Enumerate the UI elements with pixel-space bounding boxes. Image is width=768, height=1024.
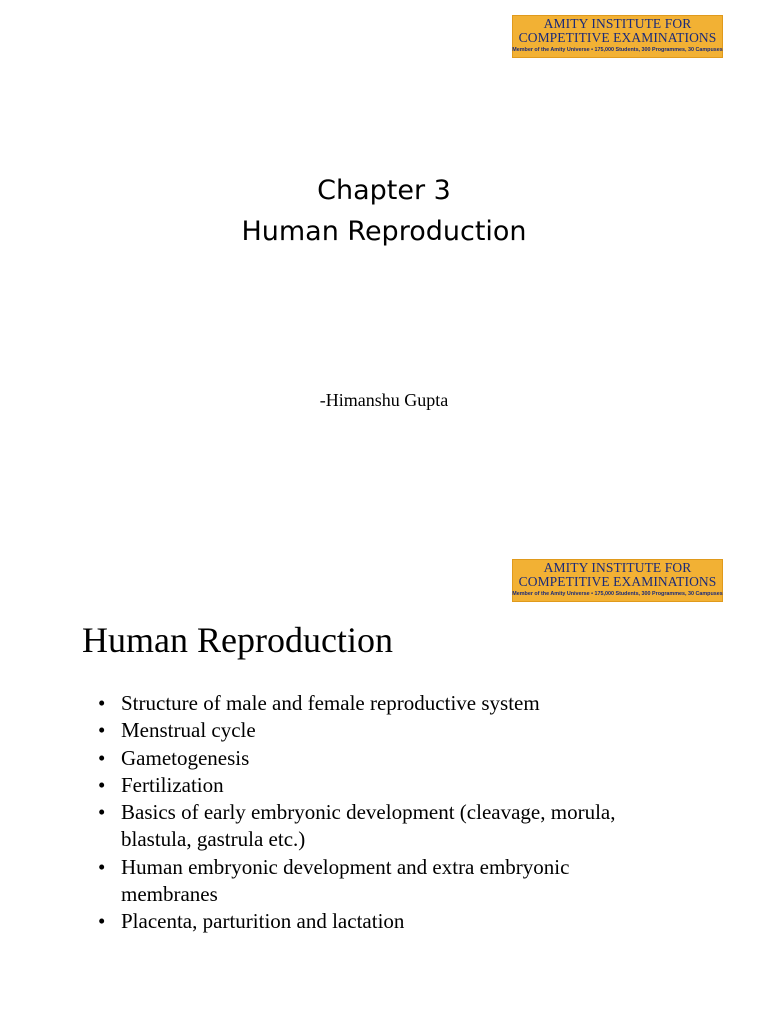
logo-line-2: COMPETITIVE EXAMINATIONS <box>518 30 717 45</box>
logo-line-1: AMITY INSTITUTE FOR <box>543 560 692 575</box>
list-item-text: Structure of male and female reproductive system <box>121 691 540 715</box>
list-item-text: Human embryonic development and extra embryonic membranes <box>121 854 570 907</box>
author-name: -Himanshu Gupta <box>319 390 449 410</box>
bullet-icon: • <box>98 718 106 743</box>
list-item <box>98 745 628 772</box>
chapter-number: Chapter 3 <box>317 175 451 206</box>
bullet-icon: • <box>98 854 106 879</box>
bullet-icon: • <box>98 691 106 715</box>
list-item-text: Placenta, parturition and lactation <box>121 909 405 934</box>
logo-line-2: COMPETITIVE EXAMINATIONS <box>518 574 717 589</box>
topic-list <box>98 690 628 936</box>
logo-line-1: AMITY INSTITUTE FOR <box>543 16 692 31</box>
content-slide <box>0 540 768 1024</box>
list-item <box>98 772 628 799</box>
list-item <box>98 690 628 717</box>
slide-title <box>0 170 768 252</box>
amity-logo <box>512 559 723 602</box>
list-item <box>98 908 628 935</box>
logo-tagline: Member of the Amity Universe • 175,000 Students, 300 Programmes, 30 Campuses <box>512 47 723 53</box>
list-item <box>98 717 628 744</box>
list-item-text: Menstrual cycle <box>121 718 256 743</box>
bullet-icon: • <box>98 772 106 797</box>
logo-tagline: Member of the Amity Universe • 175,000 Students, 300 Programmes, 30 Campuses <box>512 591 723 597</box>
amity-logo <box>512 15 723 58</box>
bullet-icon: • <box>98 745 106 770</box>
bullet-icon: • <box>98 800 106 825</box>
list-item-text: Gametogenesis <box>121 745 250 770</box>
list-item <box>98 799 628 854</box>
list-item <box>98 854 628 909</box>
bullet-icon: • <box>98 909 106 934</box>
list-item-text: Basics of early embryonic development (cleavage, morula, blastula, gastrula etc.) <box>121 800 616 852</box>
list-item-text: Fertilization <box>121 772 224 797</box>
chapter-title: Human Reproduction <box>241 216 527 247</box>
slide-heading: Human Reproduction <box>82 620 393 660</box>
